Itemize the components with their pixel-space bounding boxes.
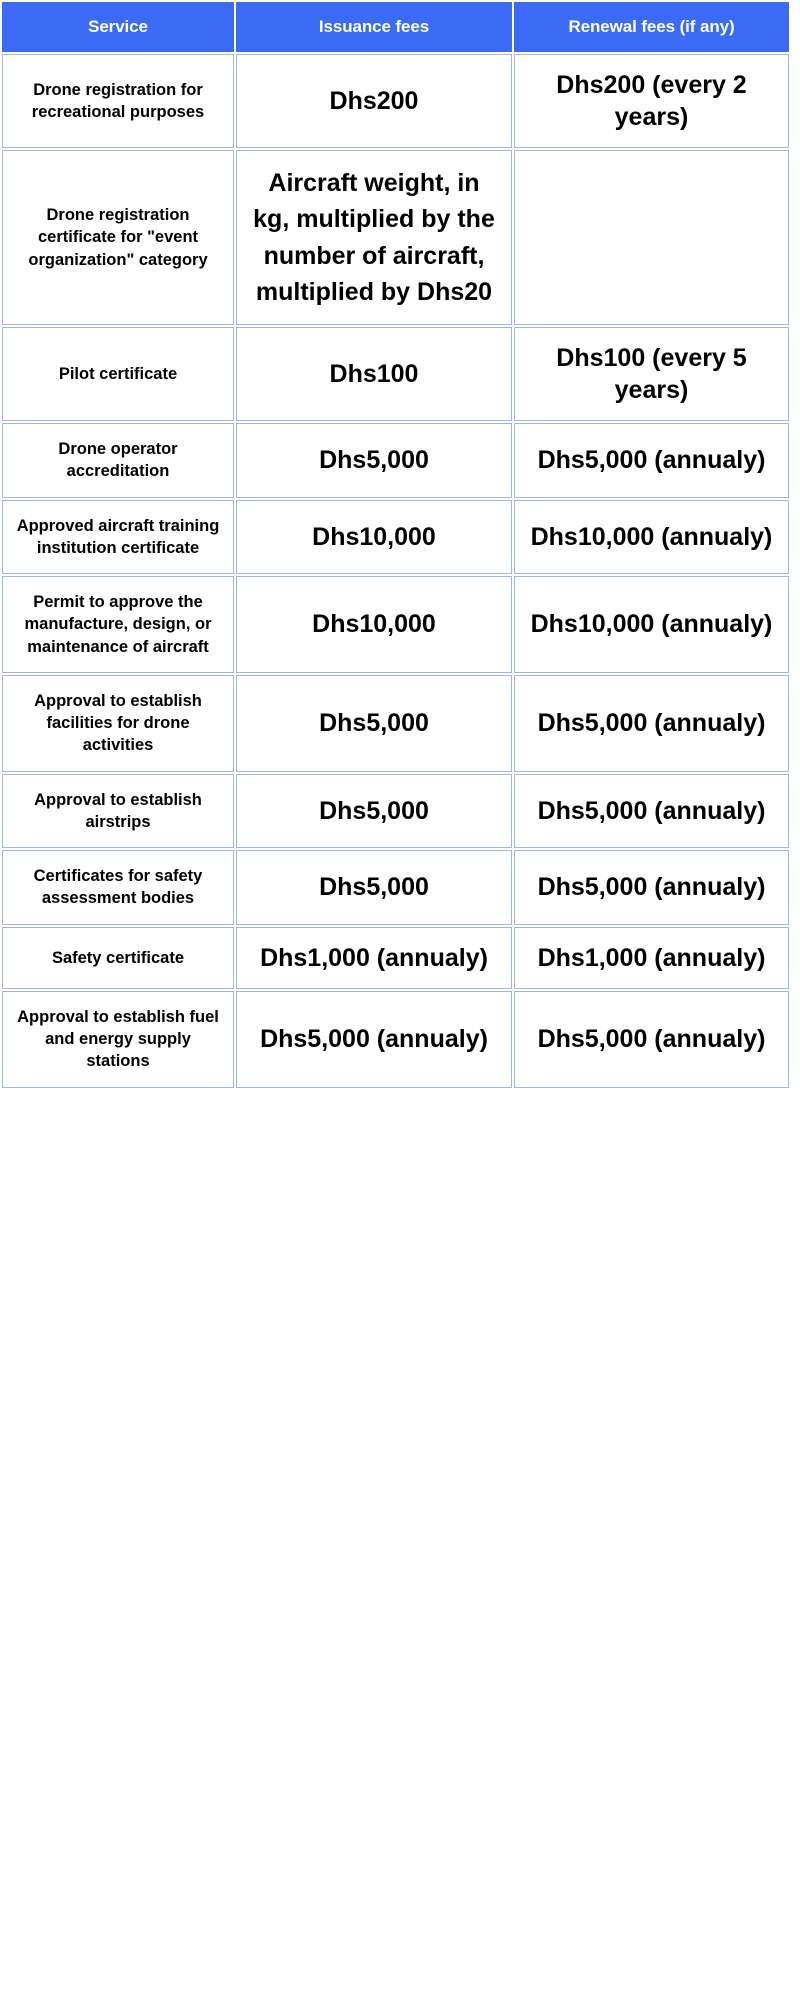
table-body bbox=[2, 54, 789, 1088]
cell-renewal-fee: Dhs5,000 (annualy) bbox=[514, 675, 789, 772]
cell-service: Pilot certificate bbox=[2, 327, 234, 421]
cell-issuance-fee: Dhs5,000 (annualy) bbox=[236, 991, 512, 1088]
table-row bbox=[2, 850, 789, 925]
cell-issuance-fee: Dhs10,000 bbox=[236, 576, 512, 673]
table-row bbox=[2, 774, 789, 849]
table-row bbox=[2, 675, 789, 772]
cell-issuance-fee: Dhs1,000 (annualy) bbox=[236, 927, 512, 989]
cell-renewal-fee bbox=[514, 150, 789, 325]
column-header-renewal-fees: Renewal fees (if any) bbox=[514, 2, 789, 52]
cell-service: Approval to establish fuel and energy supply stations bbox=[2, 991, 234, 1088]
cell-issuance-fee: Dhs5,000 bbox=[236, 423, 512, 498]
cell-service: Certificates for safety assessment bodies bbox=[2, 850, 234, 925]
table-row bbox=[2, 327, 789, 421]
cell-renewal-fee: Dhs1,000 (annualy) bbox=[514, 927, 789, 989]
cell-renewal-fee: Dhs5,000 (annualy) bbox=[514, 774, 789, 849]
cell-service: Approval to establish airstrips bbox=[2, 774, 234, 849]
cell-service: Approval to establish facilities for drone activities bbox=[2, 675, 234, 772]
cell-service: Drone operator accreditation bbox=[2, 423, 234, 498]
cell-renewal-fee: Dhs5,000 (annualy) bbox=[514, 423, 789, 498]
cell-issuance-fee: Aircraft weight, in kg, multiplied by the number of aircraft, multiplied by Dhs20 bbox=[236, 150, 512, 325]
cell-issuance-fee: Dhs5,000 bbox=[236, 774, 512, 849]
cell-issuance-fee: Dhs5,000 bbox=[236, 675, 512, 772]
cell-renewal-fee: Dhs5,000 (annualy) bbox=[514, 991, 789, 1088]
cell-renewal-fee: Dhs10,000 (annualy) bbox=[514, 576, 789, 673]
column-header-issuance-fees: Issuance fees bbox=[236, 2, 512, 52]
table-row bbox=[2, 991, 789, 1088]
cell-service: Approved aircraft training institution certificate bbox=[2, 500, 234, 575]
table-row bbox=[2, 500, 789, 575]
table-header bbox=[2, 2, 789, 52]
table-row bbox=[2, 423, 789, 498]
table-row bbox=[2, 576, 789, 673]
table-row bbox=[2, 54, 789, 148]
cell-issuance-fee: Dhs10,000 bbox=[236, 500, 512, 575]
column-header-service: Service bbox=[2, 2, 234, 52]
table-row bbox=[2, 150, 789, 325]
cell-renewal-fee: Dhs100 (every 5 years) bbox=[514, 327, 789, 421]
cell-renewal-fee: Dhs10,000 (annualy) bbox=[514, 500, 789, 575]
table-row bbox=[2, 927, 789, 989]
cell-service: Safety certificate bbox=[2, 927, 234, 989]
cell-service: Permit to approve the manufacture, design, or maintenance of aircraft bbox=[2, 576, 234, 673]
table-header-row bbox=[2, 2, 789, 52]
cell-service: Drone registration for recreational purposes bbox=[2, 54, 234, 148]
cell-renewal-fee: Dhs200 (every 2 years) bbox=[514, 54, 789, 148]
cell-issuance-fee: Dhs200 bbox=[236, 54, 512, 148]
cell-issuance-fee: Dhs5,000 bbox=[236, 850, 512, 925]
cell-service: Drone registration certificate for "event organization" category bbox=[2, 150, 234, 325]
cell-issuance-fee: Dhs100 bbox=[236, 327, 512, 421]
cell-renewal-fee: Dhs5,000 (annualy) bbox=[514, 850, 789, 925]
